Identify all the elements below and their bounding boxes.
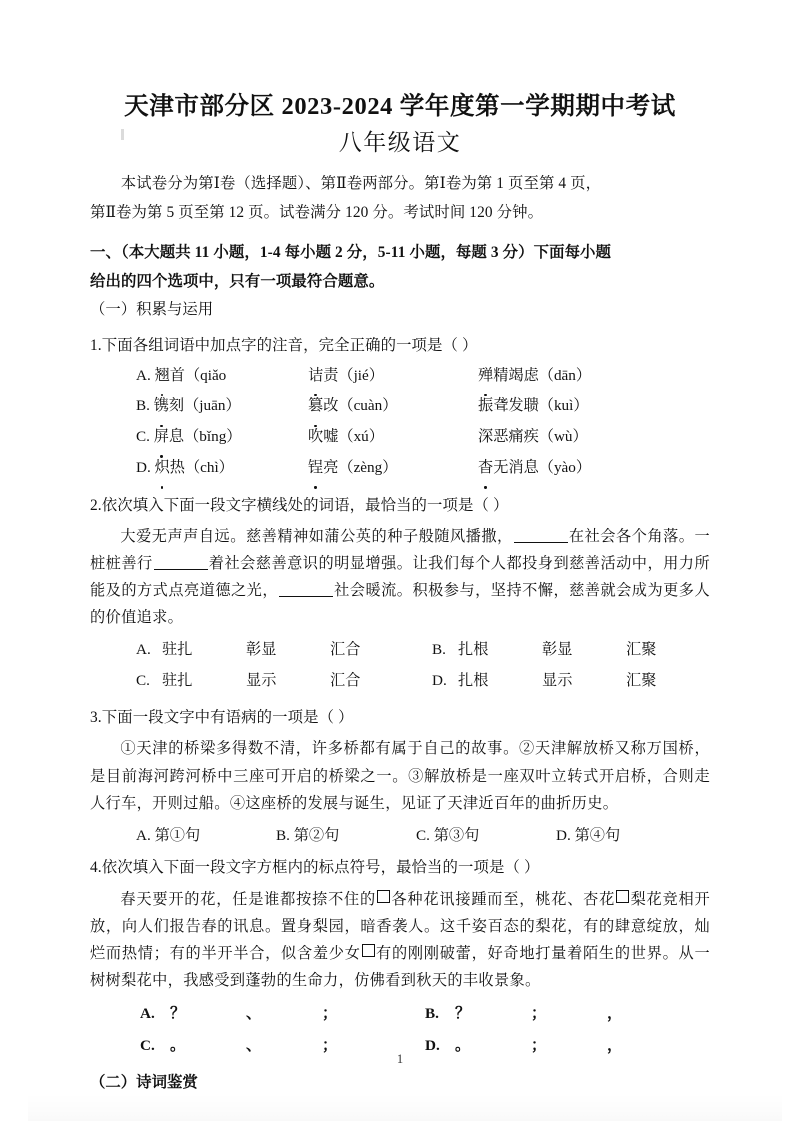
question-2-option-a[interactable] <box>136 635 432 666</box>
option-text: 无消息（yào） <box>493 458 592 476</box>
option-label: D. <box>136 458 151 476</box>
instructions-line-2: 第Ⅱ卷为第 5 页至第 12 页。试卷满分 120 分。考试时间 120 分钟。 <box>90 203 544 221</box>
option-word: 显示 <box>246 671 277 689</box>
section-one-heading-line-2: 给出的四个选项中，只有一项最符合题意。 <box>90 272 385 290</box>
question-1-option-b[interactable] <box>90 391 710 422</box>
question-4-passage <box>90 886 710 994</box>
question-3-passage: ①天津的桥梁多得数不清，许多桥都有属于自己的故事。②天津解放桥又称万国桥，是目前海河跨河桥中三座可开启的桥梁之一。③解放桥是一座双叶立转式开启桥，合则走人行车，开则过船。④这座桥的发展与诞生，见证了天津近百年的曲折历史。 <box>90 740 710 812</box>
subsection-poetry-appreciation-label: （二）诗词鉴赏 <box>90 1073 198 1091</box>
option-text: 改（cuàn） <box>323 397 398 415</box>
option-word: 汇聚 <box>626 671 657 689</box>
question-2-stem: 2.依次填入下面一段文字横线处的词语，最恰当的一项是（ ） <box>90 496 509 514</box>
option-text: 息（bǐng） <box>168 428 242 446</box>
question-1-stem: 1.下面各组词语中加点字的注音，完全正确的一项是（ ） <box>90 336 478 354</box>
option-label: A. <box>136 366 151 384</box>
fill-blank-3[interactable] <box>279 596 333 597</box>
option-mark: ； <box>531 1036 547 1054</box>
question-1-option-a[interactable] <box>90 361 710 392</box>
punctuation-box-3[interactable] <box>362 944 375 957</box>
option-mark: ？ <box>455 1004 471 1022</box>
option-word: 彰显 <box>246 640 277 658</box>
option-word: 彰显 <box>542 640 573 658</box>
question-2-option-b[interactable] <box>432 635 710 666</box>
option-text: 振聋发聩 <box>478 397 539 415</box>
option-word: 扎根 <box>458 671 489 689</box>
question-3-options-row[interactable] <box>90 821 710 852</box>
page-content <box>90 92 710 1098</box>
dotted-char: 诘 <box>308 361 323 392</box>
instructions-line-1: 本试卷分为第Ⅰ卷（选择题）、第Ⅱ卷两部分。第Ⅰ卷为第 1 页至第 4 页， <box>120 175 602 193</box>
dotted-char: 锃 <box>308 453 323 484</box>
question-1-option-d[interactable] <box>90 453 710 484</box>
fill-blank-2[interactable] <box>154 569 208 570</box>
passage-part: 有的刚刚破蕾，好奇地打量着陌生的世界。从一树树梨花中，我感受到蓬勃的生命力，仿佛看到秋天的丰收景象。 <box>90 944 710 989</box>
option-text: 热（chì） <box>169 458 234 476</box>
option-label: A. <box>136 640 151 658</box>
question-2-option-c[interactable] <box>136 666 432 697</box>
passage-part: 各种花讯接踵而至，桃花、杏花 <box>391 890 616 908</box>
option-label: C. <box>416 826 430 844</box>
punctuation-box-2[interactable] <box>616 890 629 903</box>
dotted-char: 篡 <box>308 391 323 422</box>
option-mark: 。 <box>455 1036 471 1054</box>
option-text: 痛疾（wù） <box>508 428 588 446</box>
option-mark: ， <box>607 1036 623 1054</box>
option-word: 驻扎 <box>162 640 193 658</box>
option-label: C. <box>140 1036 155 1054</box>
dotted-char: 屏 <box>154 422 169 453</box>
question-2-options-row-1[interactable] <box>90 635 710 666</box>
option-label: B. <box>425 1004 439 1022</box>
option-mark: 、 <box>246 1004 262 1022</box>
option-word: 汇合 <box>330 671 361 689</box>
question-4-option-a[interactable] <box>140 998 425 1030</box>
page-title: 天津市部分区 2023-2024 学年度第一学期期中考试 <box>124 93 676 120</box>
question-3-option-a[interactable] <box>136 821 276 852</box>
option-mark: ； <box>531 1004 547 1022</box>
passage-part: 大爱无声声自远。慈善精神如蒲公英的种子般随风播撒， <box>120 527 513 545</box>
option-mark: ； <box>322 1004 338 1022</box>
page-subtitle: 八年级语文 <box>338 129 462 155</box>
passage-part: 在社会各个角落。一桩桩善行 <box>90 527 710 572</box>
option-label: C. <box>136 428 150 446</box>
option-label: C. <box>136 671 150 689</box>
option-label: A. <box>136 826 151 844</box>
option-text: 责（jié） <box>323 366 384 384</box>
punctuation-box-1[interactable] <box>377 890 390 903</box>
option-label: A. <box>140 1004 155 1022</box>
option-text: 深恶 <box>478 428 509 446</box>
option-word: 驻扎 <box>162 671 193 689</box>
option-text: 精竭虑（dān） <box>493 366 592 384</box>
passage-part: 着社会慈善意识的明显增强。让我们每个人都投身到慈善活动中，用力所能及的方式点亮道德之光， <box>90 554 710 599</box>
option-mark: ？ <box>170 1004 186 1022</box>
section-one-heading-line-1: 一、（本大题共 11 小题，1-4 每小题 2 分，5-11 小题，每题 3 分）下面每小题 <box>90 244 612 262</box>
option-text: （kuì） <box>538 397 589 415</box>
option-text: 第④句 <box>574 826 621 844</box>
question-2-options-row-2[interactable] <box>90 666 710 697</box>
question-4-option-b[interactable] <box>425 998 710 1030</box>
option-text: （xú） <box>338 428 384 446</box>
question-4-stem: 4.依次填入下面一段文字方框内的标点符号，最恰当的一项是（ ） <box>90 859 540 877</box>
option-mark: 、 <box>246 1036 262 1054</box>
option-word: 扎根 <box>458 640 489 658</box>
question-3-option-b[interactable] <box>276 821 416 852</box>
question-2-option-d[interactable] <box>432 666 710 697</box>
option-text: 第③句 <box>433 826 480 844</box>
dotted-char: 杳 <box>478 453 493 484</box>
question-2-passage <box>90 523 710 631</box>
passage-part: 梨花竞相开放，向人们报告春的讯息。置身梨园，暗香袭人。这千姿百态的梨花，有的肆意绽放，灿烂而热情；有的半开半合，似含羞少女 <box>90 890 711 962</box>
option-mark: ， <box>607 1004 623 1022</box>
dotted-char: 炽 <box>155 453 170 484</box>
option-text: 首（qiǎo <box>169 366 227 384</box>
question-3-option-c[interactable] <box>416 821 556 852</box>
option-text: 亮（zèng） <box>323 458 398 476</box>
option-word: 汇聚 <box>626 640 657 658</box>
page-number: 1 <box>396 1052 404 1066</box>
option-label: D. <box>556 826 571 844</box>
question-4-options-row-1[interactable] <box>90 998 710 1030</box>
option-text: 刻（juān） <box>168 397 241 415</box>
subsection-accumulation-label: （一）积累与运用 <box>90 301 214 319</box>
option-word: 显示 <box>542 671 573 689</box>
dotted-char: 殚 <box>478 361 493 392</box>
option-text: 第②句 <box>293 826 340 844</box>
question-1-option-c[interactable] <box>90 422 710 453</box>
option-text: 吹嘘 <box>308 428 339 446</box>
dotted-char: 翘 <box>155 361 170 392</box>
question-3-stem: 3.下面一段文字中有语病的一项是（ ） <box>90 709 354 727</box>
fill-blank-1[interactable] <box>514 542 568 543</box>
option-label: D. <box>432 671 447 689</box>
option-word: 汇合 <box>330 640 361 658</box>
dotted-char: 镌 <box>154 391 169 422</box>
option-mark: 。 <box>170 1036 186 1054</box>
passage-part: 春天要开的花，任是谁都按捺不住的 <box>120 890 377 908</box>
question-3-option-d[interactable] <box>556 821 696 852</box>
option-label: B. <box>276 826 290 844</box>
option-label: B. <box>432 640 446 658</box>
option-label: B. <box>136 397 150 415</box>
passage-part: 社会暖流。积极参与，坚持不懈，慈善就会成为更多人的价值追求。 <box>90 581 710 626</box>
option-text: 第①句 <box>154 826 201 844</box>
option-mark: ； <box>322 1036 338 1054</box>
option-label: D. <box>425 1036 440 1054</box>
